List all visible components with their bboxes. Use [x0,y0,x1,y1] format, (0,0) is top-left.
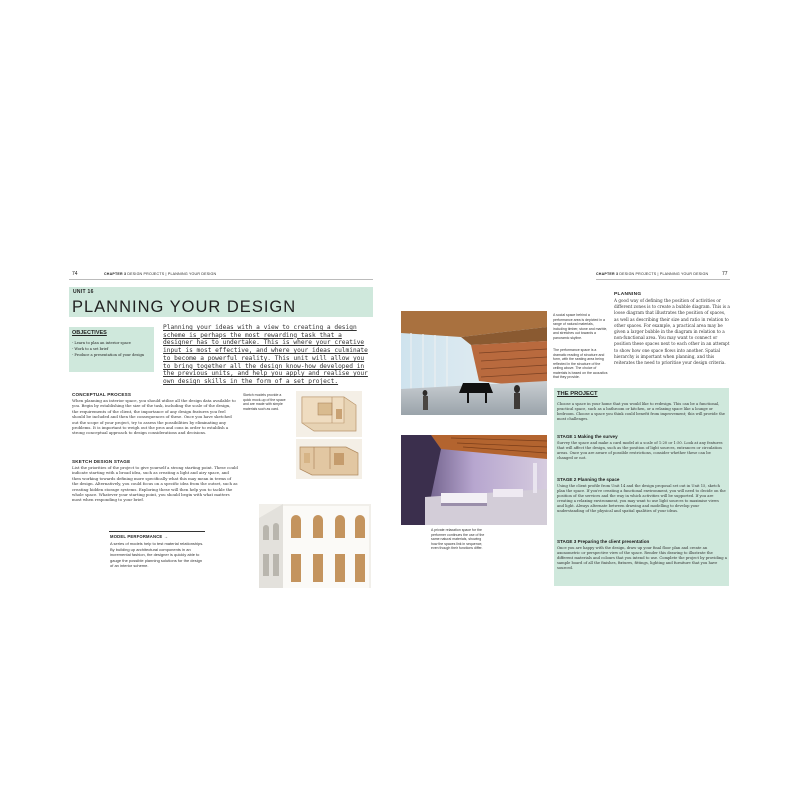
stage1-body: Survey the space and make a card model at a scale of 1:20 or 1:50. Look at any features that will affect the design, such as the position of light sources, entrances or circulation areas. Once you are aware of possible restrictions, consider whether these can be changed or not. [557,441,723,461]
project-intro: Choose a space in your home that you would like to redesign. This can be a functional, practical space, such as a bathroom or kitchen, or a relaxing space like a lounge or bedroom. Choose a space you think could benefit from improvement; this will provide the most challenges. [557,402,725,422]
stage2-heading: STAGE 2 Planning the space [557,477,620,482]
page-number-right: 77 [722,271,728,277]
objectives-title: OBJECTIVES [72,330,107,336]
conceptual-heading: CONCEPTUAL PROCESS [72,392,132,397]
planning-body: A good way of defining the position of activities or different zones is to create a bubble diagram. This is a loose diagram that illustrates the position of spaces, as well as describing their size and ratio in relation to other spaces. For example, a practical area may be given a larger bubble in the diagram in relation to a non-functional area. You may want to connect or position these spaces next to each other in an attempt to show how one space flows into another. Spatial hierarchy is important when planning, and this reiterates the need to prioritise your design criteria. [614,298,730,366]
unit-title: PLANNING YOUR DESIGN [72,298,297,316]
project-title: THE PROJECT [557,391,598,397]
running-head-chapter: CHAPTER 3 [104,272,127,276]
model-performance-body: A series of models help to test material relationships. By building up architectural components in an incremental fashion, the designer is quickly able to gauge the possible planning solutions for the design of an interior scheme. [110,541,204,569]
performance-caption-b: The performance space is a dramatic reading of structure and form, with the seating area being reflected in the structure of the ceiling above. The choice of materials is based on the acoustics that they provide. [553,348,608,379]
objective-item: - Learn to plan an interior space [72,341,131,345]
stage1-heading: STAGE 1 Making the survey [557,434,618,439]
performance-caption-a: A social space behind a performance area is depicted in a range of natural materials, including timber, stone and marble, and stretches out towards a panoramic skyline. [553,313,608,340]
header-rule [69,279,373,280]
sketch-model-caption: Sketch models provide a quick mock-up of the space and are made with simple materials such as card. [243,393,286,411]
running-head-chapter: CHAPTER 3 [596,272,619,276]
performance-space-photo [401,311,547,415]
relaxation-space-photo [401,435,547,525]
model-performance-heading: MODEL PERFORMANCE → [110,534,169,539]
sketch-body: List the priorities of the project to give yourself a strong starting point. These could indicate starting with a broad idea, such as creating a light and airy space, and then working towards defining more specifically what this may mean in terms of the design. Alternatively, you could focus on a specific idea from the outset, such as creating hidden storage systems. Exploring these will then help you to tackle the whole space. Whatever your starting point, you should begin with what matters most when responding to your brief. [72,465,238,503]
header-rule [596,279,730,280]
conceptual-body: When planning an interior space, you should utilise all the design data available to you. Begin by establishing the size of the task, including the scale of the design, the requirements of the client, the importance of any design features you feel should be included and then the consequences of these. Once you have sketched out the scope of your project, try to assess the possibilities by eliminating any problems. It is important to weigh out the pros and cons in order to establish a strong conceptual approach to design considerations and decisions. [72,398,236,436]
running-head-section: DESIGN PROJECTS | PLANNING YOUR DESIGN [127,272,217,276]
planning-heading: PLANNING [614,292,642,297]
objective-item: - Work to a set brief [72,347,109,351]
running-head-left [104,272,216,276]
unit-label: UNIT 16 [73,289,94,295]
sketch-model-image [296,439,362,479]
sketch-heading: SKETCH DESIGN STAGE [72,459,131,464]
model-performance-rule [109,531,205,532]
stage2-body: Using the client profile from Unit 14 and the design proposal set out in Unit 15, sketch plan the space. If you're creating a functional environment, you will need to decide on the position of the services and the way in which activities will be supported. If you are creating a relaxing environment, you may want to use light sources to maximise views and light. Always alternate between drawing and modelling to develop your understanding of the physical and spatial qualities of your ideas. [557,484,726,514]
stage3-heading: STAGE 3 Preparing the client presentation [557,539,650,544]
sketch-model-image [296,391,362,437]
running-head-right [596,272,708,276]
page-number-left: 74 [72,271,78,277]
objective-item: - Produce a presentation of your design [72,353,145,357]
stage3-body: Once you are happy with the design, draw up your final floor plan and create an axonometric or perspective view of the space. Render this drawing to illustrate the different materials and colours that you intend to use. Complete the project by providing a sample board of all the finishes, fixtures, fittings, lighting and furniture that you have sourced. [557,546,727,571]
relaxation-caption: A private relaxation space for the performer continues the use of the same natural materials, showing how the spaces link in sequence, even though their functions differ. [431,528,485,550]
unit-intro: Planning your ideas with a view to creating a design scheme is perhaps the most rewarding task that a designer has to undertake. This is where your creative input is most effective, and where your ideas culminate to become a powerful reality. This unit will allow you to bring together all the design know-how developed in the previous units, and help you apply and realise your own design skills in the form of a set project. [163,324,368,385]
running-head-section: DESIGN PROJECTS | PLANNING YOUR DESIGN [619,272,709,276]
facade-model-image [259,504,371,588]
